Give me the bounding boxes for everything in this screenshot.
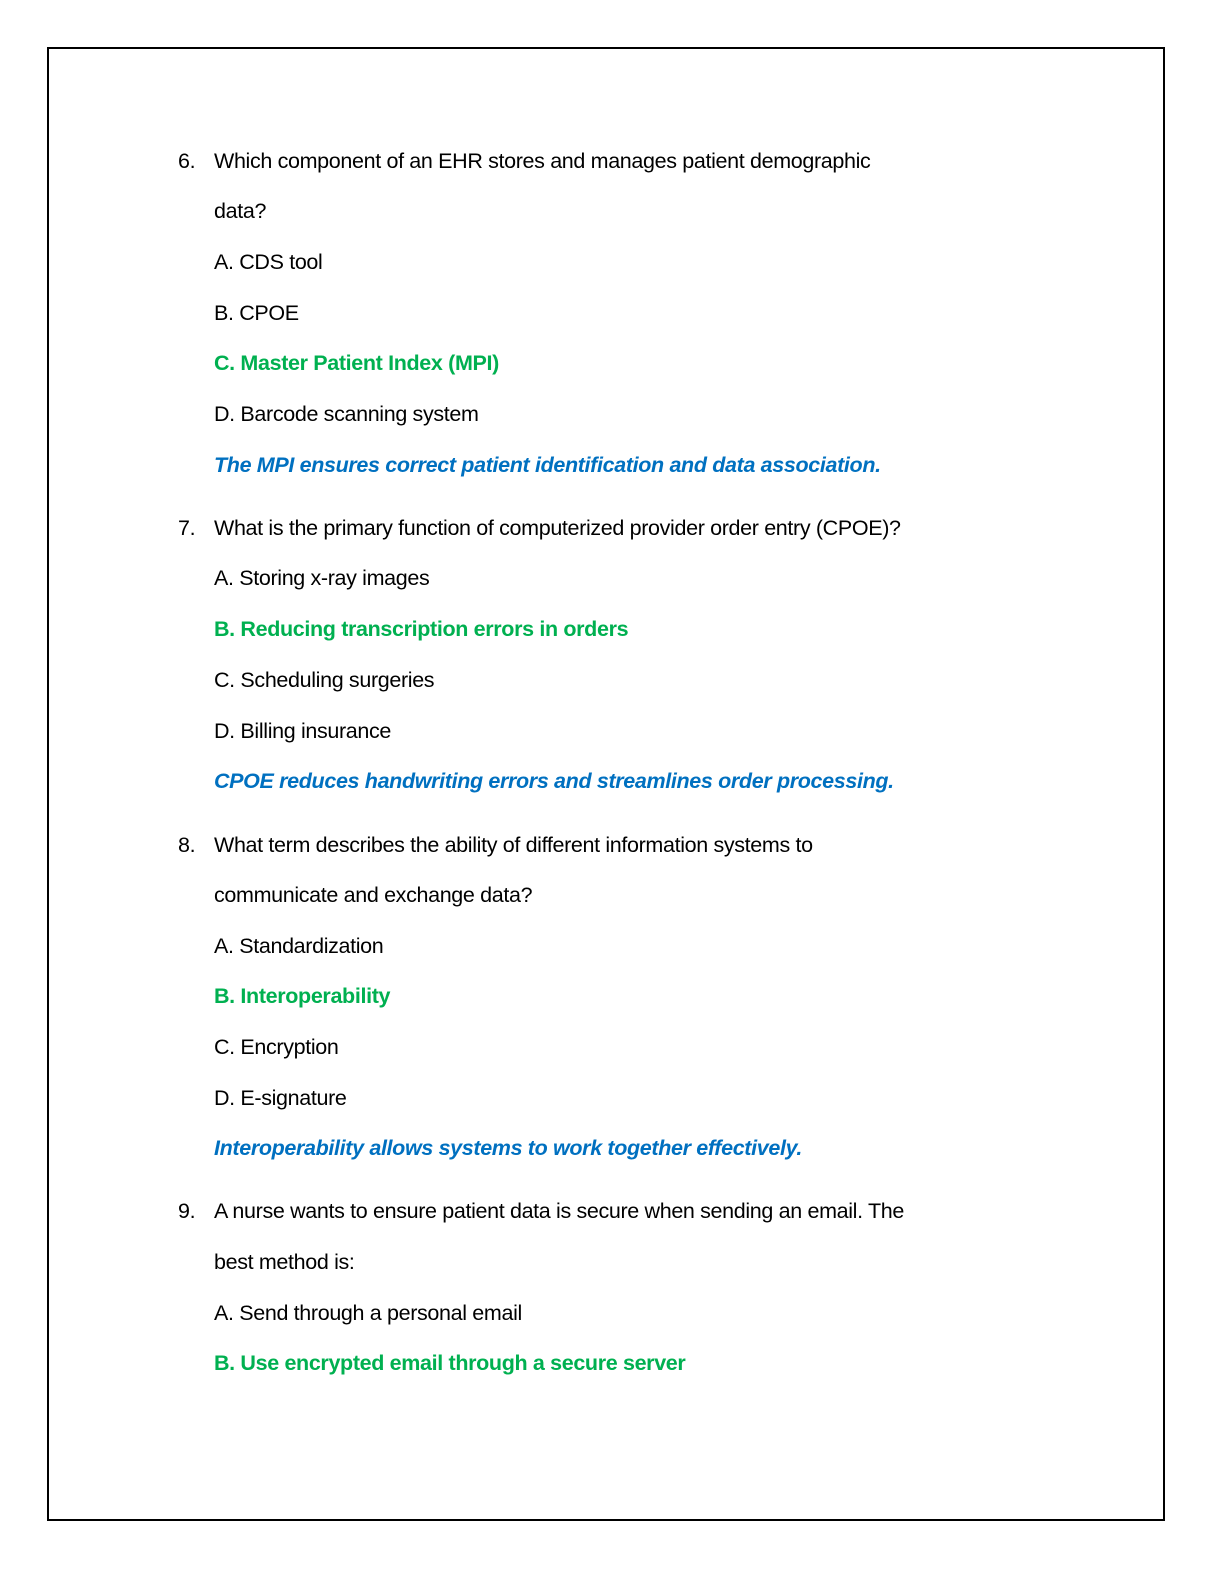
option-c: C. Scheduling surgeries xyxy=(214,668,435,692)
option-a: A. Standardization xyxy=(214,934,384,958)
question-text-continued: communicate and exchange data? xyxy=(214,883,533,907)
question-text-continued: data? xyxy=(214,199,267,223)
answer-explanation: Interoperability allows systems to work together effectively. xyxy=(214,1136,803,1160)
question-number: 9. xyxy=(178,1199,196,1223)
option-d: D. E-signature xyxy=(214,1086,347,1110)
option-c-correct-answer: C. Master Patient Index (MPI) xyxy=(214,351,499,375)
option-b-correct-answer: B. Interoperability xyxy=(214,984,391,1008)
question-number: 7. xyxy=(178,516,196,540)
question-text: A nurse wants to ensure patient data is secure when sending an email. The xyxy=(214,1199,904,1223)
question-text: What term describes the ability of different information systems to xyxy=(214,833,813,857)
question-number: 6. xyxy=(178,149,196,173)
question-number: 8. xyxy=(178,833,196,857)
answer-explanation: CPOE reduces handwriting errors and streamlines order processing. xyxy=(214,769,894,793)
option-a: A. CDS tool xyxy=(214,250,323,274)
option-b-correct-answer: B. Reducing transcription errors in orders xyxy=(214,617,629,641)
option-b-correct-answer: B. Use encrypted email through a secure server xyxy=(214,1351,686,1375)
question-text-continued: best method is: xyxy=(214,1250,355,1274)
answer-explanation: The MPI ensures correct patient identification and data association. xyxy=(214,453,881,477)
question-text: What is the primary function of computerized provider order entry (CPOE)? xyxy=(214,516,901,540)
option-c: C. Encryption xyxy=(214,1035,339,1059)
option-b: B. CPOE xyxy=(214,301,299,325)
option-d: D. Billing insurance xyxy=(214,719,392,743)
question-text: Which component of an EHR stores and manages patient demographic xyxy=(214,149,871,173)
option-d: D. Barcode scanning system xyxy=(214,402,479,426)
option-a: A. Send through a personal email xyxy=(214,1301,522,1325)
option-a: A. Storing x-ray images xyxy=(214,566,430,590)
